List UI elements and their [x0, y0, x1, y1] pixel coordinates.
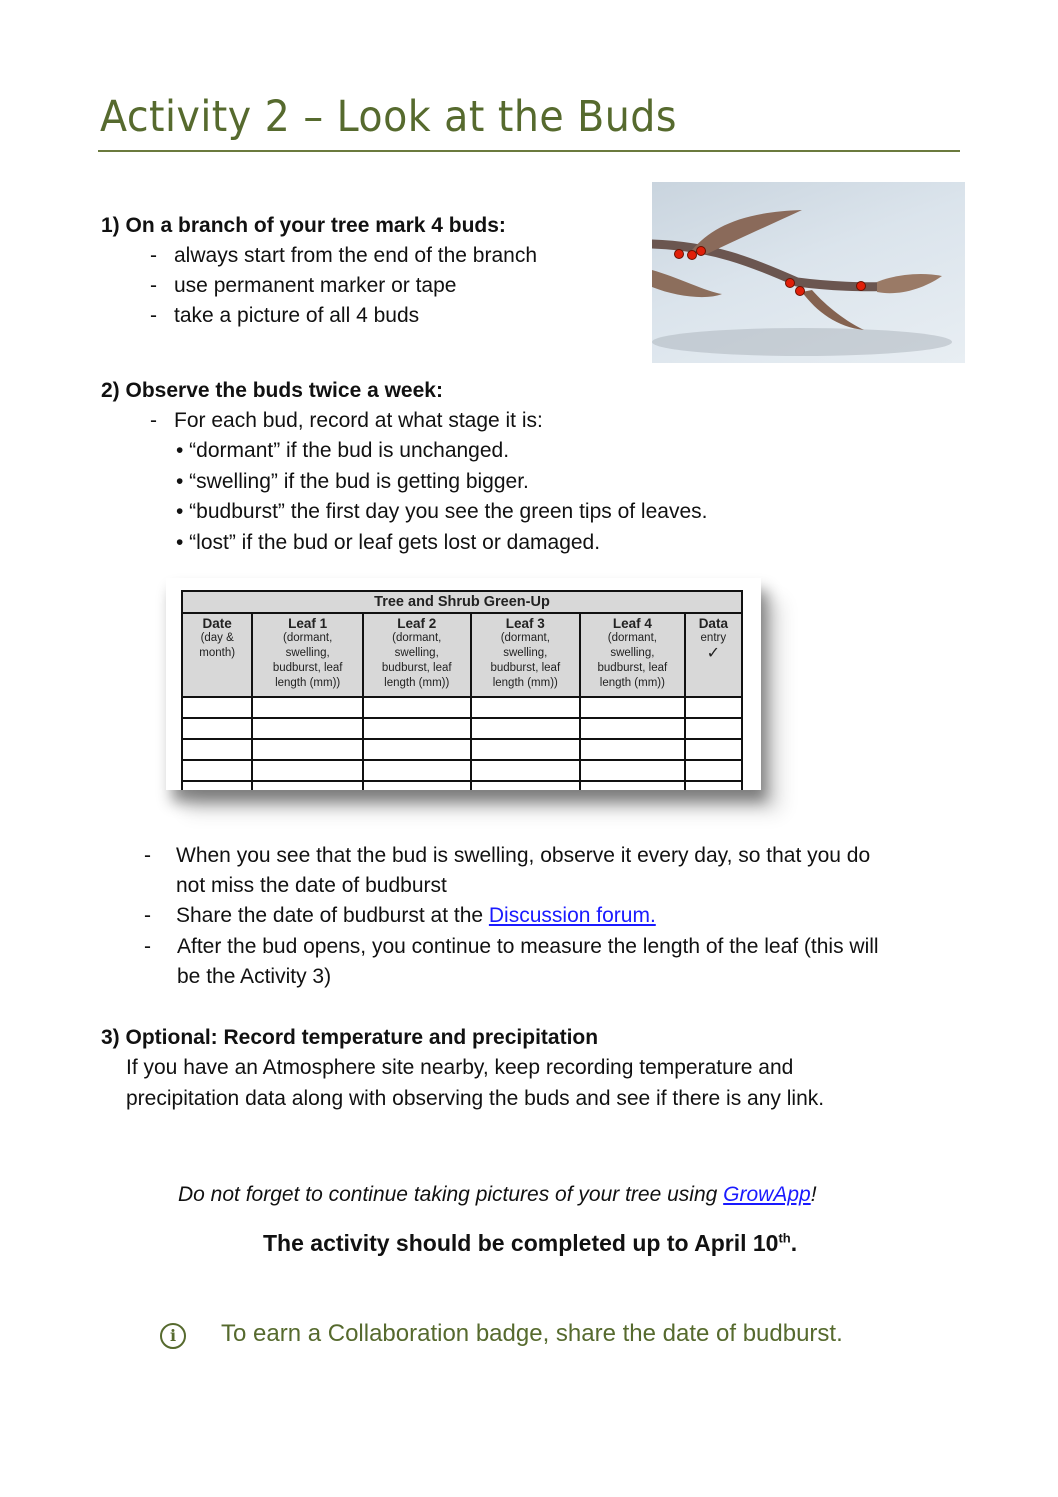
section3-body-line: precipitation data along with observing the buds and see if there is any link.	[126, 1087, 825, 1110]
section2-intro: - For each bud, record at what stage it is:	[150, 409, 543, 432]
growapp-reminder: Do not forget to continue taking pictures of your tree using GrowApp!	[178, 1183, 817, 1206]
table-cell	[252, 718, 363, 739]
table-column-header	[580, 613, 685, 697]
column-subtitle: (day &	[200, 632, 234, 644]
table-column-header	[685, 613, 742, 697]
green-up-table	[181, 590, 743, 790]
followup-item: - After the bud opens, you continue to measure the length of the leaf (this will	[144, 935, 879, 958]
column-title: Data	[698, 616, 728, 631]
table-cell	[252, 697, 363, 718]
page-title: Activity 2 – Look at the Buds	[100, 92, 677, 142]
table-column-header	[363, 613, 471, 697]
table-row	[182, 781, 742, 790]
table-cell	[685, 781, 742, 790]
deadline-notice: The activity should be completed up to April 10th.	[263, 1230, 798, 1256]
column-subtitle: budburst, leaf	[597, 662, 668, 674]
table-cell	[471, 760, 581, 781]
column-title: Leaf 3	[505, 616, 545, 631]
table-cell	[363, 697, 471, 718]
table-cell	[471, 781, 581, 790]
column-subtitle: (dormant,	[392, 632, 442, 644]
section3-body-line: If you have an Atmosphere site nearby, keep recording temperature and	[126, 1056, 794, 1079]
section3-heading: 3) Optional: Record temperature and precipitation	[101, 1026, 599, 1049]
table-cell	[363, 781, 471, 790]
table-cell	[182, 739, 252, 760]
column-title: Leaf 2	[397, 616, 437, 631]
column-subtitle: swelling,	[394, 647, 439, 659]
table-row	[182, 760, 742, 781]
table-cell	[685, 697, 742, 718]
column-subtitle: entry	[700, 632, 727, 644]
table-cell	[252, 760, 363, 781]
collaboration-badge-note: To earn a Collaboration badge, share the date of budburst.	[221, 1320, 843, 1347]
table-cell	[363, 718, 471, 739]
section2-heading: 2) Observe the buds twice a week:	[101, 379, 443, 402]
branch-with-buds-illustration	[652, 182, 965, 363]
column-title: Leaf 1	[288, 616, 328, 631]
table-cell	[580, 718, 685, 739]
table-cell	[580, 697, 685, 718]
table-cell	[252, 781, 363, 790]
section1-item: - always start from the end of the branch	[150, 244, 538, 267]
table-cell	[182, 718, 252, 739]
column-subtitle: month)	[199, 647, 236, 659]
stage-item: • “swelling” if the bud is getting bigger.	[176, 470, 529, 493]
green-up-table-image	[166, 578, 761, 790]
checkmark-icon: ✓	[706, 645, 721, 662]
column-subtitle: length (mm))	[275, 677, 341, 689]
column-subtitle: swelling,	[503, 647, 548, 659]
table-row	[182, 697, 742, 718]
table-row	[182, 739, 742, 760]
table-column-header	[182, 613, 252, 697]
table-cell	[580, 760, 685, 781]
table-cell	[685, 739, 742, 760]
column-subtitle: budburst, leaf	[381, 662, 452, 674]
section1-item: - take a picture of all 4 buds	[150, 304, 420, 327]
column-subtitle: budburst, leaf	[490, 662, 561, 674]
table-column-header	[471, 613, 581, 697]
followup-item: - When you see that the bud is swelling, observe it every day, so that you do	[144, 844, 871, 867]
column-subtitle: budburst, leaf	[272, 662, 343, 674]
stage-item: • “lost” if the bud or leaf gets lost or damaged.	[176, 531, 601, 554]
table-cell	[685, 718, 742, 739]
column-subtitle: (dormant,	[607, 632, 657, 644]
followup-item: - Share the date of budburst at the Discussion forum.	[144, 904, 656, 927]
column-subtitle: length (mm))	[599, 677, 665, 689]
section1-item: - use permanent marker or tape	[150, 274, 457, 297]
column-subtitle: swelling,	[610, 647, 655, 659]
followup-item-continued: be the Activity 3)	[177, 965, 332, 988]
table-title: Tree and Shrub Green-Up	[182, 591, 742, 613]
table-cell	[182, 697, 252, 718]
stage-item: • “dormant” if the bud is unchanged.	[176, 439, 510, 462]
table-row	[182, 718, 742, 739]
table-cell	[471, 739, 581, 760]
growapp-link[interactable]: GrowApp	[723, 1183, 811, 1206]
column-subtitle: (dormant,	[283, 632, 333, 644]
table-cell	[580, 781, 685, 790]
table-cell	[685, 760, 742, 781]
info-icon: i	[160, 1323, 186, 1349]
table-cell	[182, 760, 252, 781]
table-cell	[363, 739, 471, 760]
stage-item: • “budburst” the first day you see the green tips of leaves.	[176, 500, 708, 523]
table-cell	[252, 739, 363, 760]
table-cell	[182, 781, 252, 790]
branch-photo	[652, 182, 965, 363]
column-subtitle: length (mm))	[492, 677, 558, 689]
column-title: Leaf 4	[612, 616, 652, 631]
table-header-row	[182, 613, 742, 697]
discussion-forum-link[interactable]: Discussion forum.	[488, 904, 656, 927]
table-cell	[363, 760, 471, 781]
column-subtitle: swelling,	[285, 647, 330, 659]
followup-item-continued: not miss the date of budburst	[176, 874, 447, 897]
table-column-header	[252, 613, 363, 697]
column-subtitle: length (mm))	[384, 677, 450, 689]
title-divider	[98, 150, 960, 152]
column-title: Date	[202, 616, 232, 631]
table-cell	[580, 739, 685, 760]
table-cell	[471, 697, 581, 718]
table-cell	[471, 718, 581, 739]
column-subtitle: (dormant,	[500, 632, 550, 644]
section1-heading: 1) On a branch of your tree mark 4 buds:	[101, 214, 506, 237]
